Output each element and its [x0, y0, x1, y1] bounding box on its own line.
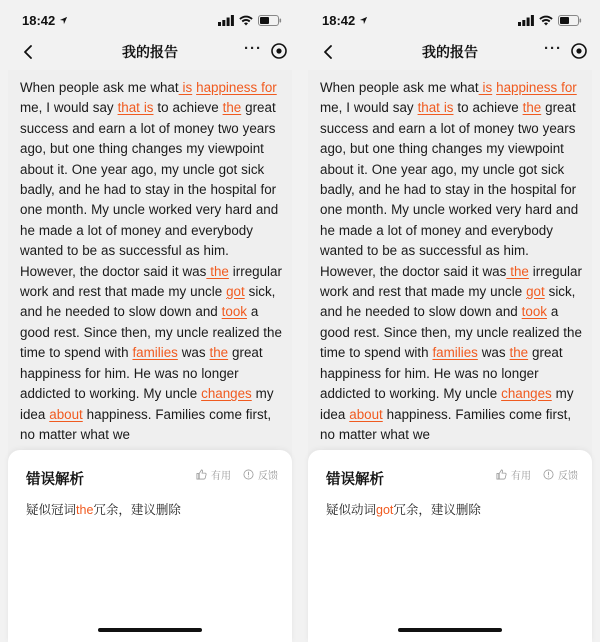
- signal-icon: [218, 15, 234, 26]
- essay-card: [8, 70, 292, 460]
- error-highlight[interactable]: is: [478, 80, 493, 95]
- back-button[interactable]: [318, 42, 338, 62]
- location-arrow-icon: [59, 16, 68, 25]
- error-highlight[interactable]: the: [209, 345, 229, 361]
- sheet-title: 错误解析: [326, 472, 384, 488]
- error-analysis-sheet: [308, 450, 592, 642]
- battery-icon: [258, 15, 282, 26]
- status-icons: [518, 15, 582, 26]
- error-highlight[interactable]: that is: [417, 100, 454, 116]
- error-highlight[interactable]: got: [526, 284, 545, 300]
- useful-label: 有用: [211, 471, 231, 482]
- status-icons: [218, 15, 282, 26]
- error-highlight[interactable]: the: [206, 263, 229, 279]
- sheet-actions: [496, 467, 578, 482]
- clock-text: 18:42: [22, 12, 56, 28]
- feedback-button[interactable]: [243, 467, 278, 482]
- nav-bar: [300, 36, 600, 68]
- error-highlight[interactable]: happiness for: [496, 80, 577, 95]
- page-title: 我的报告: [422, 44, 478, 60]
- feedback-icon: [243, 469, 254, 480]
- essay-text: When people ask me what is happiness for me, I would say that is to achieve the great success and earn a lot of money two years ago, but one thing changes my viewpoint about it. One year ago, my uncle got sick badly, and he had to stay in the hospital for one month. My uncle worked very hard and he made a lot of money and everybody wanted to be as successful as him. However, the doctor said it was the irregular work and rest that made my uncle got sick, and he needed to slow down and took a good rest. Since then, my uncle realized the time to spend with families was the great happiness for him. He was no longer addicted to working. My uncle changes my idea about happiness. Families come first, no matter what we: [320, 80, 582, 442]
- feedback-button[interactable]: [543, 467, 578, 482]
- error-highlight[interactable]: is: [178, 80, 193, 95]
- error-word: the: [76, 503, 94, 517]
- home-indicator: [98, 628, 202, 632]
- error-highlight[interactable]: that is: [117, 100, 154, 116]
- error-analysis-sheet: [8, 450, 292, 642]
- thumbs-up-icon: [496, 469, 507, 480]
- phone-screen-right: [300, 0, 600, 642]
- status-time: [22, 13, 68, 28]
- close-circle-icon[interactable]: [270, 42, 288, 60]
- feedback-label: 反馈: [558, 471, 578, 482]
- error-explanation: 疑似动词got冗余，建议删除: [326, 503, 481, 517]
- error-highlight[interactable]: took: [521, 304, 547, 320]
- error-highlight[interactable]: happiness for: [196, 80, 277, 95]
- page-title: 我的报告: [122, 44, 178, 60]
- more-button[interactable]: ···: [544, 40, 562, 57]
- wifi-icon: [539, 15, 553, 26]
- signal-icon: [518, 15, 534, 26]
- essay-card: [308, 70, 592, 460]
- battery-icon: [558, 15, 582, 26]
- home-indicator: [398, 628, 502, 632]
- close-circle-icon[interactable]: [570, 42, 588, 60]
- error-highlight[interactable]: about: [49, 406, 83, 422]
- essay-text: When people ask me what is happiness for me, I would say that is to achieve the great success and earn a lot of money two years ago, but one thing changes my viewpoint about it. One year ago, my uncle got sick badly, and he had to stay in the hospital for one month. My uncle worked very hard and he made a lot of money and everybody wanted to be as successful as him. However, the doctor said it was the irregular work and rest that made my uncle got sick, and he needed to slow down and took a good rest. Since then, my uncle realized the time to spend with families was the great happiness for him. He was no longer addicted to working. My uncle changes my idea about happiness. Families come first, no matter what we: [20, 80, 282, 442]
- thumbs-up-icon: [196, 469, 207, 480]
- error-word: got: [376, 503, 394, 517]
- wifi-icon: [239, 15, 253, 26]
- chevron-left-icon: [23, 45, 33, 59]
- back-button[interactable]: [18, 42, 38, 62]
- error-highlight[interactable]: families: [432, 345, 478, 361]
- error-explanation: 疑似冠词the冗余，建议删除: [26, 503, 181, 517]
- status-time: [322, 13, 368, 28]
- error-highlight[interactable]: changes: [501, 386, 552, 402]
- feedback-label: 反馈: [258, 471, 278, 482]
- error-highlight[interactable]: families: [132, 345, 178, 361]
- chevron-left-icon: [323, 45, 333, 59]
- sheet-title: 错误解析: [26, 472, 84, 488]
- feedback-icon: [543, 469, 554, 480]
- status-bar: [0, 0, 300, 40]
- error-highlight[interactable]: the: [522, 100, 542, 116]
- more-button[interactable]: ···: [244, 40, 262, 57]
- error-highlight[interactable]: the: [222, 100, 242, 116]
- sheet-actions: [196, 467, 278, 482]
- error-highlight[interactable]: changes: [201, 386, 252, 402]
- error-highlight[interactable]: the: [509, 345, 529, 361]
- useful-label: 有用: [511, 471, 531, 482]
- status-bar: [300, 0, 600, 40]
- location-arrow-icon: [359, 16, 368, 25]
- error-highlight[interactable]: got: [226, 284, 245, 300]
- error-highlight[interactable]: the: [506, 263, 529, 279]
- nav-bar: [0, 36, 300, 68]
- useful-button[interactable]: [196, 467, 231, 482]
- clock-text: 18:42: [322, 12, 356, 28]
- useful-button[interactable]: [496, 467, 531, 482]
- error-highlight[interactable]: about: [349, 406, 383, 422]
- error-highlight[interactable]: took: [221, 304, 247, 320]
